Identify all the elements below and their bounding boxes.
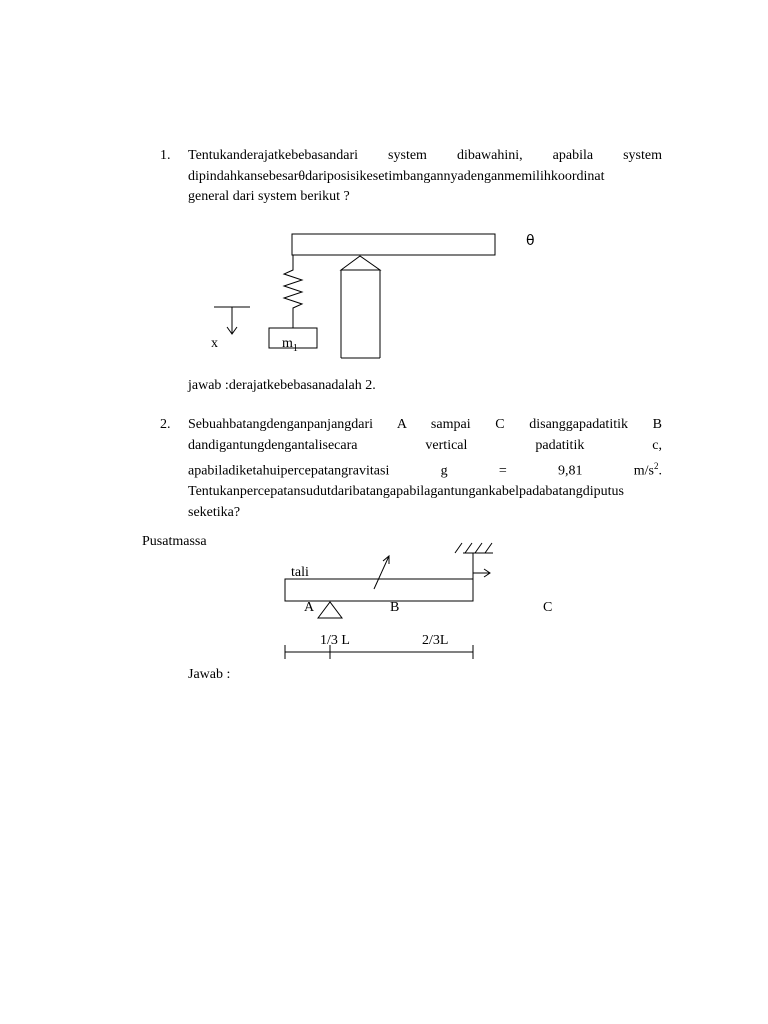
ceiling-hatch-1 bbox=[455, 543, 462, 553]
x-arrow-head bbox=[227, 327, 237, 334]
rotation-arrow-shaft bbox=[374, 556, 389, 589]
question-line-gravity bbox=[188, 456, 662, 482]
point-a-label: A bbox=[304, 600, 315, 615]
answer-2: Jawab : bbox=[188, 667, 231, 682]
theta-label: θ bbox=[526, 233, 535, 249]
support-pivot bbox=[341, 256, 380, 270]
point-b-label: B bbox=[390, 600, 400, 615]
question-number: 1. bbox=[160, 148, 171, 163]
spring bbox=[284, 255, 302, 328]
third-length-label: 1/3 L bbox=[320, 633, 350, 648]
point-c-label: C bbox=[543, 600, 553, 615]
ceiling-hatch-2 bbox=[465, 543, 472, 553]
question-2 bbox=[160, 415, 662, 523]
x-label: x bbox=[211, 336, 218, 351]
ceiling-hatch-3 bbox=[475, 543, 482, 553]
gravity-text: apabiladiketahuipercepatangravitasi g = 9,81 m/s bbox=[188, 463, 654, 479]
gravity-period: . bbox=[658, 463, 662, 479]
question-1 bbox=[160, 146, 662, 208]
beam bbox=[292, 234, 495, 255]
question-line: dipindahkansebesarθdariposisikesetimbangannyadenganmemilihkoordinat bbox=[188, 168, 605, 184]
section-label: Pusatmassa bbox=[142, 534, 207, 549]
question-line: seketika? bbox=[188, 504, 241, 520]
rod bbox=[285, 579, 473, 601]
force-arrow-head bbox=[484, 569, 490, 577]
question-line: Sebuahbatangdenganpanjangdari A sampai C disanggapadatitik B bbox=[188, 417, 662, 432]
gravity-superscript: 2 bbox=[654, 461, 659, 471]
question-line: dandigantungdengantalisecara vertical padatitik c, bbox=[188, 437, 662, 453]
pivot-a bbox=[318, 602, 342, 618]
two-third-length-label: 2/3L bbox=[422, 633, 449, 648]
question-text bbox=[188, 146, 662, 208]
answer-1: jawab :derajatkebebasanadalah 2. bbox=[188, 378, 376, 393]
mass-label bbox=[282, 336, 298, 357]
question-number: 2. bbox=[160, 417, 171, 432]
mass-label-m: m bbox=[282, 336, 293, 351]
question-line: general dari system berikut ? bbox=[188, 189, 350, 204]
question-line: Tentukanderajatkebebasandari system dibawahini, apabila system bbox=[188, 148, 662, 163]
question-text bbox=[188, 415, 662, 523]
ceiling-hatch-4 bbox=[485, 543, 492, 553]
question-line: Tentukanpercepatansudutdaribatangapabilagantungankabelpadabatangdiputus bbox=[188, 484, 624, 500]
rotation-arrow-head bbox=[383, 556, 389, 564]
tali-label: tali bbox=[291, 565, 309, 580]
mass-label-sub: 1 bbox=[292, 342, 298, 354]
